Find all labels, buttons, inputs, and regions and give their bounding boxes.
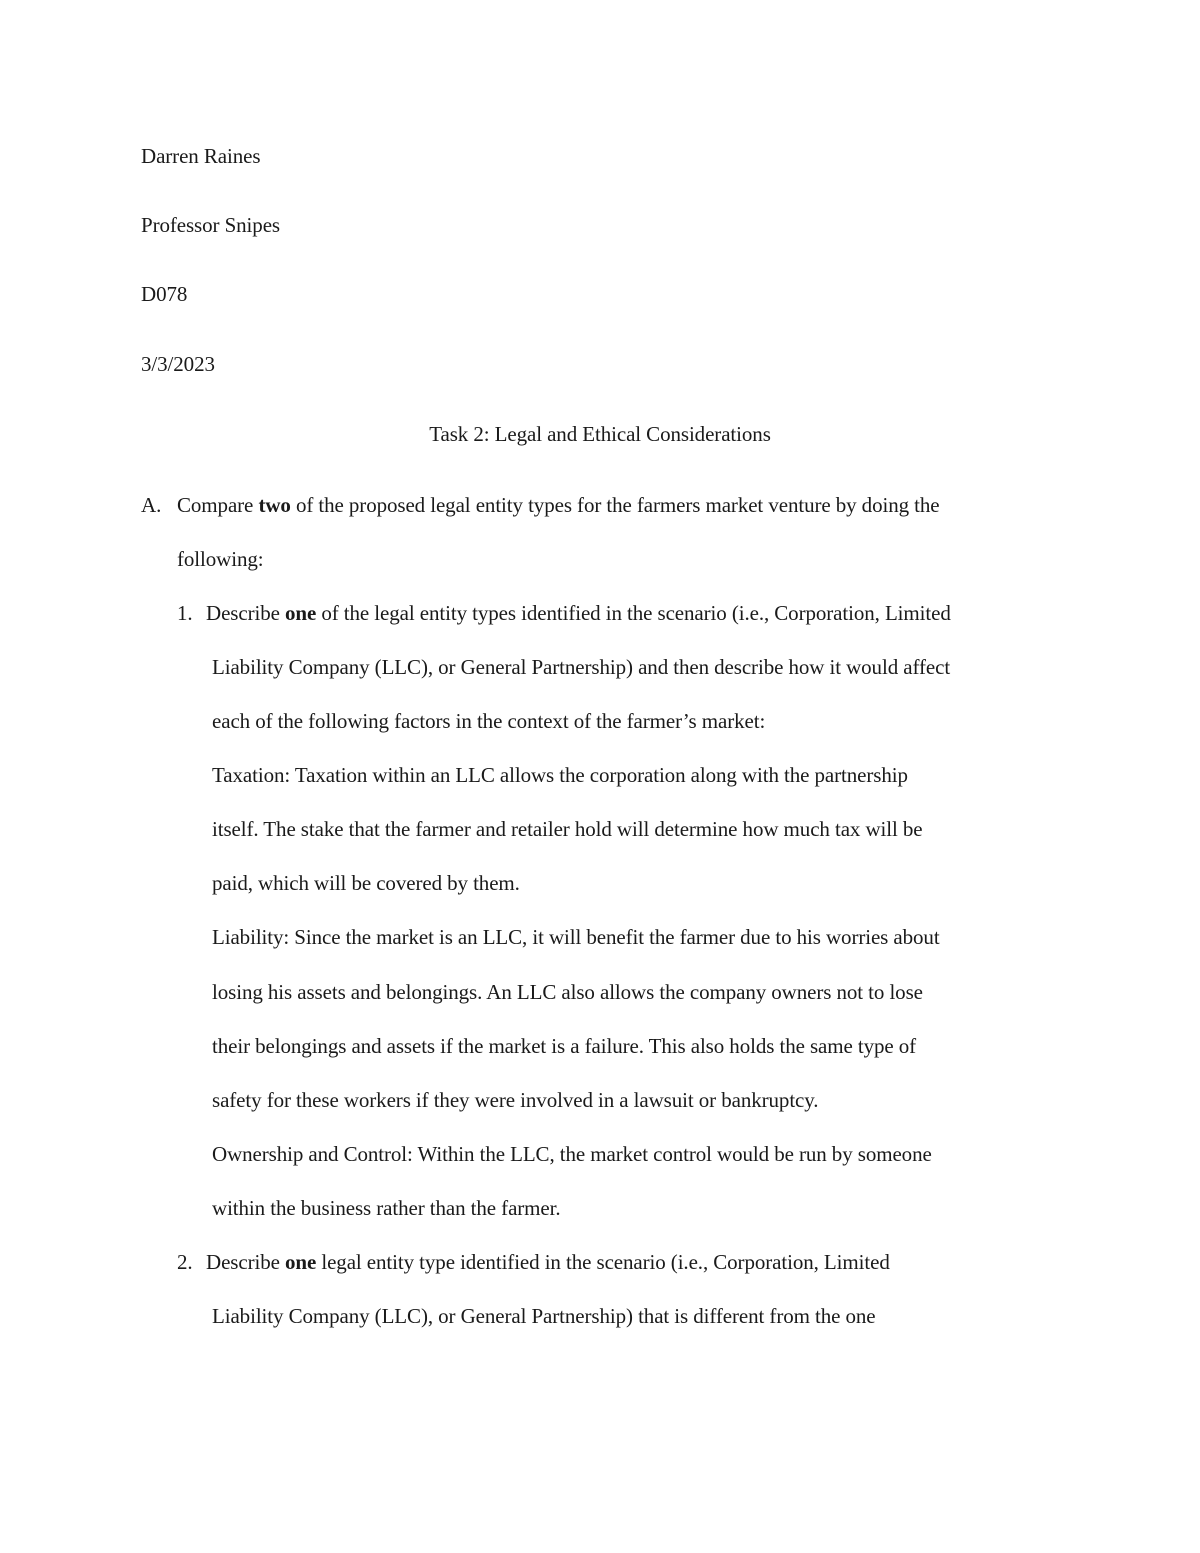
document-date: 3/3/2023 bbox=[141, 352, 215, 376]
item-1-line-2: Liability Company (LLC), or General Partnership) and then describe how it would affect bbox=[212, 655, 951, 679]
item-2-emphasis: one bbox=[284, 1250, 317, 1274]
section-a-emphasis: two bbox=[258, 493, 291, 517]
item-1-line-3: each of the following factors in the context of the farmer’s market: bbox=[212, 709, 766, 733]
item-2-line-1: Describe one legal entity type identified in the scenario (i.e., Corporation, Limited bbox=[206, 1250, 890, 1274]
document-title: Task 2: Legal and Ethical Considerations bbox=[429, 422, 771, 446]
item-1-line-1: Describe one of the legal entity types identified in the scenario (i.e., Corporation, Limited bbox=[206, 601, 951, 625]
ownership-paragraph-line: within the business rather than the farmer. bbox=[212, 1196, 561, 1220]
section-a-marker: A. bbox=[141, 493, 162, 517]
professor-name: Professor Snipes bbox=[141, 213, 280, 237]
item-1-marker: 1. bbox=[177, 601, 193, 625]
liability-paragraph-line: Liability: Since the market is an LLC, it will benefit the farmer due to his worries about bbox=[212, 925, 940, 949]
item-2-line-2: Liability Company (LLC), or General Partnership) that is different from the one bbox=[212, 1304, 876, 1328]
student-name: Darren Raines bbox=[141, 144, 261, 168]
section-a-line-1: Compare two of the proposed legal entity types for the farmers market venture by doing the bbox=[177, 493, 940, 517]
course-code: D078 bbox=[141, 282, 188, 306]
taxation-paragraph-line: paid, which will be covered by them. bbox=[212, 871, 520, 895]
item-1-emphasis: one bbox=[284, 601, 317, 625]
taxation-paragraph-line: Taxation: Taxation within an LLC allows the corporation along with the partnership bbox=[212, 763, 908, 787]
liability-paragraph-line: their belongings and assets if the market is a failure. This also holds the same type of bbox=[212, 1034, 917, 1058]
liability-paragraph-line: losing his assets and belongings. An LLC also allows the company owners not to lose bbox=[212, 980, 923, 1004]
liability-paragraph-line: safety for these workers if they were involved in a lawsuit or bankruptcy. bbox=[212, 1088, 819, 1112]
ownership-paragraph-line: Ownership and Control: Within the LLC, the market control would be run by someone bbox=[212, 1142, 932, 1166]
item-2-marker: 2. bbox=[177, 1250, 193, 1274]
section-a-line-2: following: bbox=[177, 547, 264, 571]
taxation-paragraph-line: itself. The stake that the farmer and retailer hold will determine how much tax will be bbox=[212, 817, 923, 841]
